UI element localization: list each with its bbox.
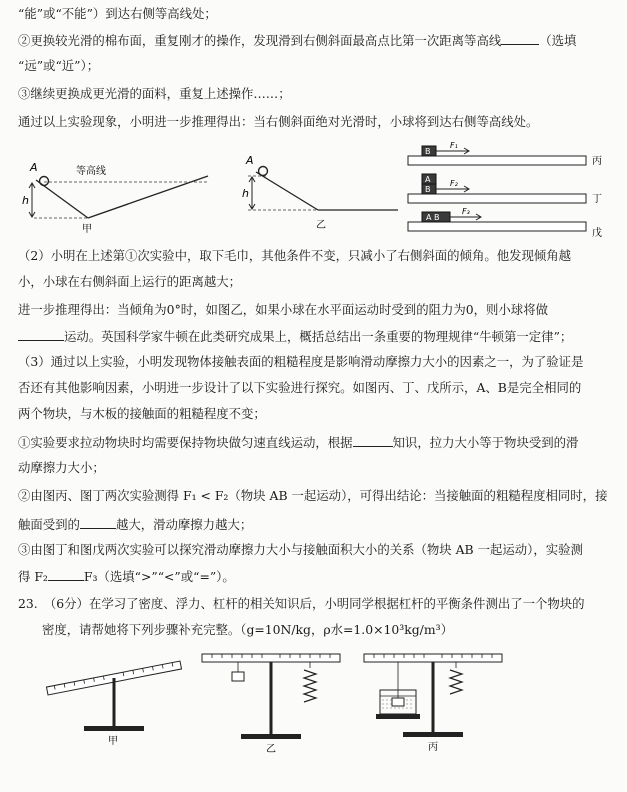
question-23-line-1: 23. （6分）在学习了密度、浮力、杠杆的相关知识后，小明同学根据杠杆的平衡条件测出了一个物块的	[18, 596, 585, 611]
text-line-15: ②由图丙、图丁两次实验测得 F₁ < F₂（物块 AB 一起运动），可得出结论：当接触面的粗糙程度相同时，接	[18, 488, 608, 503]
hook-weights	[304, 670, 316, 702]
text-line-18-start: 得 F₂	[18, 569, 48, 584]
block-b-label: B	[425, 147, 431, 156]
text-line-2-start: ②更换较光滑的棉布面，重复刚才的操作，发现滑到右侧斜面最高点比第一次距离等高线	[18, 33, 502, 48]
text-line-9-end: 运动。英国科学家牛顿在此类研究成果上，概括总结出一条重要的物理规律“牛顿第一定律”；	[64, 329, 573, 344]
text-line-5: 通过以上实验现象，小明进一步推理得出：当右侧斜面绝对光滑时，小球将到达右侧等高线处。	[18, 114, 539, 129]
text-line-13-start: ①实验要求拉动物块时均需要保持物块做匀速直线运动，根据	[18, 435, 353, 450]
text-line-16-start: 触面受到的	[18, 517, 80, 532]
lever-caption: 乙	[266, 744, 276, 755]
lever-caption: 甲	[108, 736, 118, 746]
text-line-3: “远”或“近”）；	[18, 58, 100, 73]
force-f1-label: F₁	[450, 141, 458, 150]
incline-figure	[18, 150, 218, 238]
friction-boards-figure	[404, 140, 614, 246]
block-a-label: A	[425, 175, 431, 184]
question-23-line-2: 密度，请帮她将下列步骤补充完整。（g=10N/kg，ρ水=1.0×10³kg/m³）	[42, 622, 453, 637]
text-line-11: 否还有其他影响因素，小明进一步设计了以下实验进行探究。如图丙、丁、戊所示，A、B是完全相同的	[18, 380, 582, 395]
lever-bar	[364, 654, 502, 662]
slope-figure	[236, 150, 406, 238]
ball-icon	[259, 167, 268, 176]
board-caption: 戊	[592, 228, 602, 239]
block-ab-label: A B	[426, 213, 440, 222]
board-wu	[408, 207, 602, 239]
answer-blank-1[interactable]	[501, 32, 539, 45]
text-line-18-end: F₃（选填“>”“<”或“=”）。	[83, 569, 235, 584]
force-f3-label: F₃	[462, 207, 470, 216]
text-line-10: （3）通过以上实验，小明发现物体接触表面的粗糙程度是影响滑动摩擦力大小的因素之一，为了验证是	[18, 354, 584, 369]
figure-caption: 甲	[82, 224, 92, 235]
lever-figure-bing	[358, 646, 508, 756]
lever-base	[403, 732, 463, 737]
height-label: h	[22, 194, 29, 207]
hook-weights	[450, 670, 462, 694]
lever-figure-jia	[40, 646, 188, 746]
text-line-1: “能”或“不能”）到达右侧等高线处；	[18, 6, 217, 21]
answer-blank-3[interactable]	[353, 434, 393, 447]
text-line-13-end: 知识，拉力大小等于物块受到的滑	[392, 435, 579, 450]
answer-blank-4[interactable]	[80, 516, 116, 529]
contour-label: 等高线	[76, 166, 106, 177]
text-line-8: 进一步推理得出：当倾角为0°时，如图乙，如果小球在水平面运动时受到的阻力为0，则小球将做	[18, 302, 548, 317]
text-line-16-end: 越大，滑动摩擦力越大；	[115, 517, 253, 532]
text-line-14: 动摩擦力大小；	[18, 460, 105, 475]
board-caption: 丁	[592, 194, 602, 205]
answer-blank-5[interactable]	[48, 568, 84, 581]
height-label: h	[242, 187, 249, 200]
figure-caption: 乙	[316, 220, 326, 231]
lever-base	[84, 726, 144, 731]
text-line-17: ③由图丁和图戊两次实验可以探究滑动摩擦力大小与接触面积大小的关系（物块 AB 一起运动），实验测	[18, 542, 583, 557]
lever-base	[241, 734, 301, 739]
object-block	[232, 672, 244, 681]
text-line-9	[18, 328, 572, 345]
force-f2-label: F₂	[450, 179, 458, 188]
object-block	[392, 698, 404, 706]
text-line-7: 小，小球在右侧斜面上运行的距离越大；	[18, 274, 242, 289]
lever-caption: 丙	[428, 742, 438, 753]
ball-icon	[40, 177, 49, 186]
text-line-6: （2）小明在上述第①次实验中，取下毛巾，其他条件不变，只减小了右侧斜面的倾角。他发现倾角越	[18, 248, 572, 263]
block-b-label: B	[425, 185, 431, 194]
point-a-label: A	[30, 161, 38, 174]
board-caption: 丙	[592, 156, 602, 167]
board-bing	[408, 141, 602, 167]
text-line-2-end: （选填	[539, 33, 577, 48]
answer-blank-2[interactable]	[18, 328, 64, 341]
text-line-2	[18, 32, 576, 49]
text-line-16	[18, 516, 252, 533]
lever-bar	[202, 654, 340, 662]
lever-figure-yi	[196, 646, 346, 756]
board-ding	[408, 174, 602, 205]
text-line-13	[18, 434, 578, 451]
text-line-12: 两个物块，与木板的接触面的粗糙程度不变；	[18, 406, 266, 421]
point-a-label: A	[246, 154, 254, 167]
text-line-18	[18, 568, 235, 585]
text-line-4: ③继续更换成更光滑的面料，重复上述操作……；	[18, 86, 291, 101]
